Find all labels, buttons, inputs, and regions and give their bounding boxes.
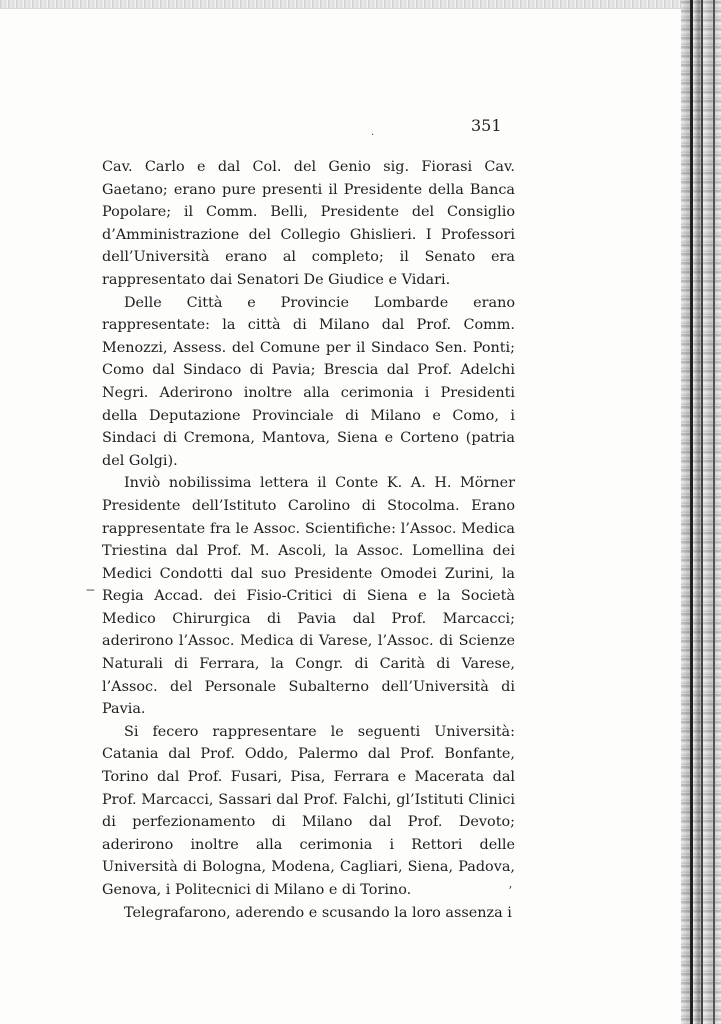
- page-top-edge: [0, 0, 690, 8]
- page-number: 351: [471, 116, 502, 135]
- paragraph: Si fecero rappresentare le seguenti Università: Catania dal Prof. Oddo, Palermo dal Prof. Bonfante, Torino dal Prof. Fusari, Pisa, Ferrara e Macerata dal Prof. Marcacci, Sassari dal Prof. Falchi, gl’Istituti Clinici di perfezionamento di Milano dal Prof. Devoto; aderirono inoltre alla cerimonia i Rettori delle Università di Bologna, Modena, Cagliari, Siena, Padova, Genova, i Politecnici di Milano e di Torino.: [102, 723, 515, 898]
- margin-dash-mark: ‒: [86, 582, 95, 598]
- ink-speck-mark: ·: [371, 130, 375, 141]
- paragraph: Cav. Carlo e dal Col. del Genio sig. Fiorasi Cav. Gaetano; erano pure presenti il Presidente della Banca Popolare; il Comm. Belli, Presidente del Consiglio d’Amministrazione del Collegio Ghislieri. I Professori dell’Università erano al completo; il Senato era rappresentato dai Senatori De Giudice e Vidari.: [102, 159, 515, 288]
- spine-line: [713, 0, 715, 1024]
- ink-speck-mark: ʼ: [508, 884, 512, 898]
- paragraph: Inviò nobilissima lettera il Conte K. A. H. Mörner Presidente dell’Istituto Carolino di Stocolma. Erano rappresentate fra le Assoc. Scientifiche: l’Assoc. Medica Triestina dal Prof. M. Ascoli, la Assoc. Lomellina dei Medici Condotti dal suo Presidente Omodei Zurini, la Regia Accad. dei Fisio-Critici di Siena e la Società Medico Chirurgica di Pavia dal Prof. Marcacci; aderirono l’Assoc. Medica di Varese, l’Assoc. di Scienze Naturali di Ferrara, la Congr. di Carità di Varese, l’Assoc. del Personale Subalterno dell’Università di Pavia.: [102, 475, 515, 718]
- spine-line: [701, 0, 703, 1024]
- book-spine-edge: [681, 0, 721, 1024]
- paragraph: Delle Città e Provincie Lombarde erano rappresentate: la città di Milano dal Prof. Comm. Menozzi, Assess. del Comune per il Sindaco Sen. Ponti; Como dal Sindaco di Pavia; Brescia dal Prof. Adelchi Negri. Aderirono inoltre alla cerimonia i Presidenti della Deputazione Provinciale di Milano e Como, i Sindaci di Cremona, Mantova, Siena e Corteno (patria del Golgi).: [102, 294, 515, 469]
- body-text: [102, 156, 515, 924]
- spine-line: [690, 0, 693, 1024]
- page-top-edge-line: [0, 8, 690, 9]
- paragraph: Telegrafarono, aderendo e scusando la loro assenza i: [124, 904, 512, 921]
